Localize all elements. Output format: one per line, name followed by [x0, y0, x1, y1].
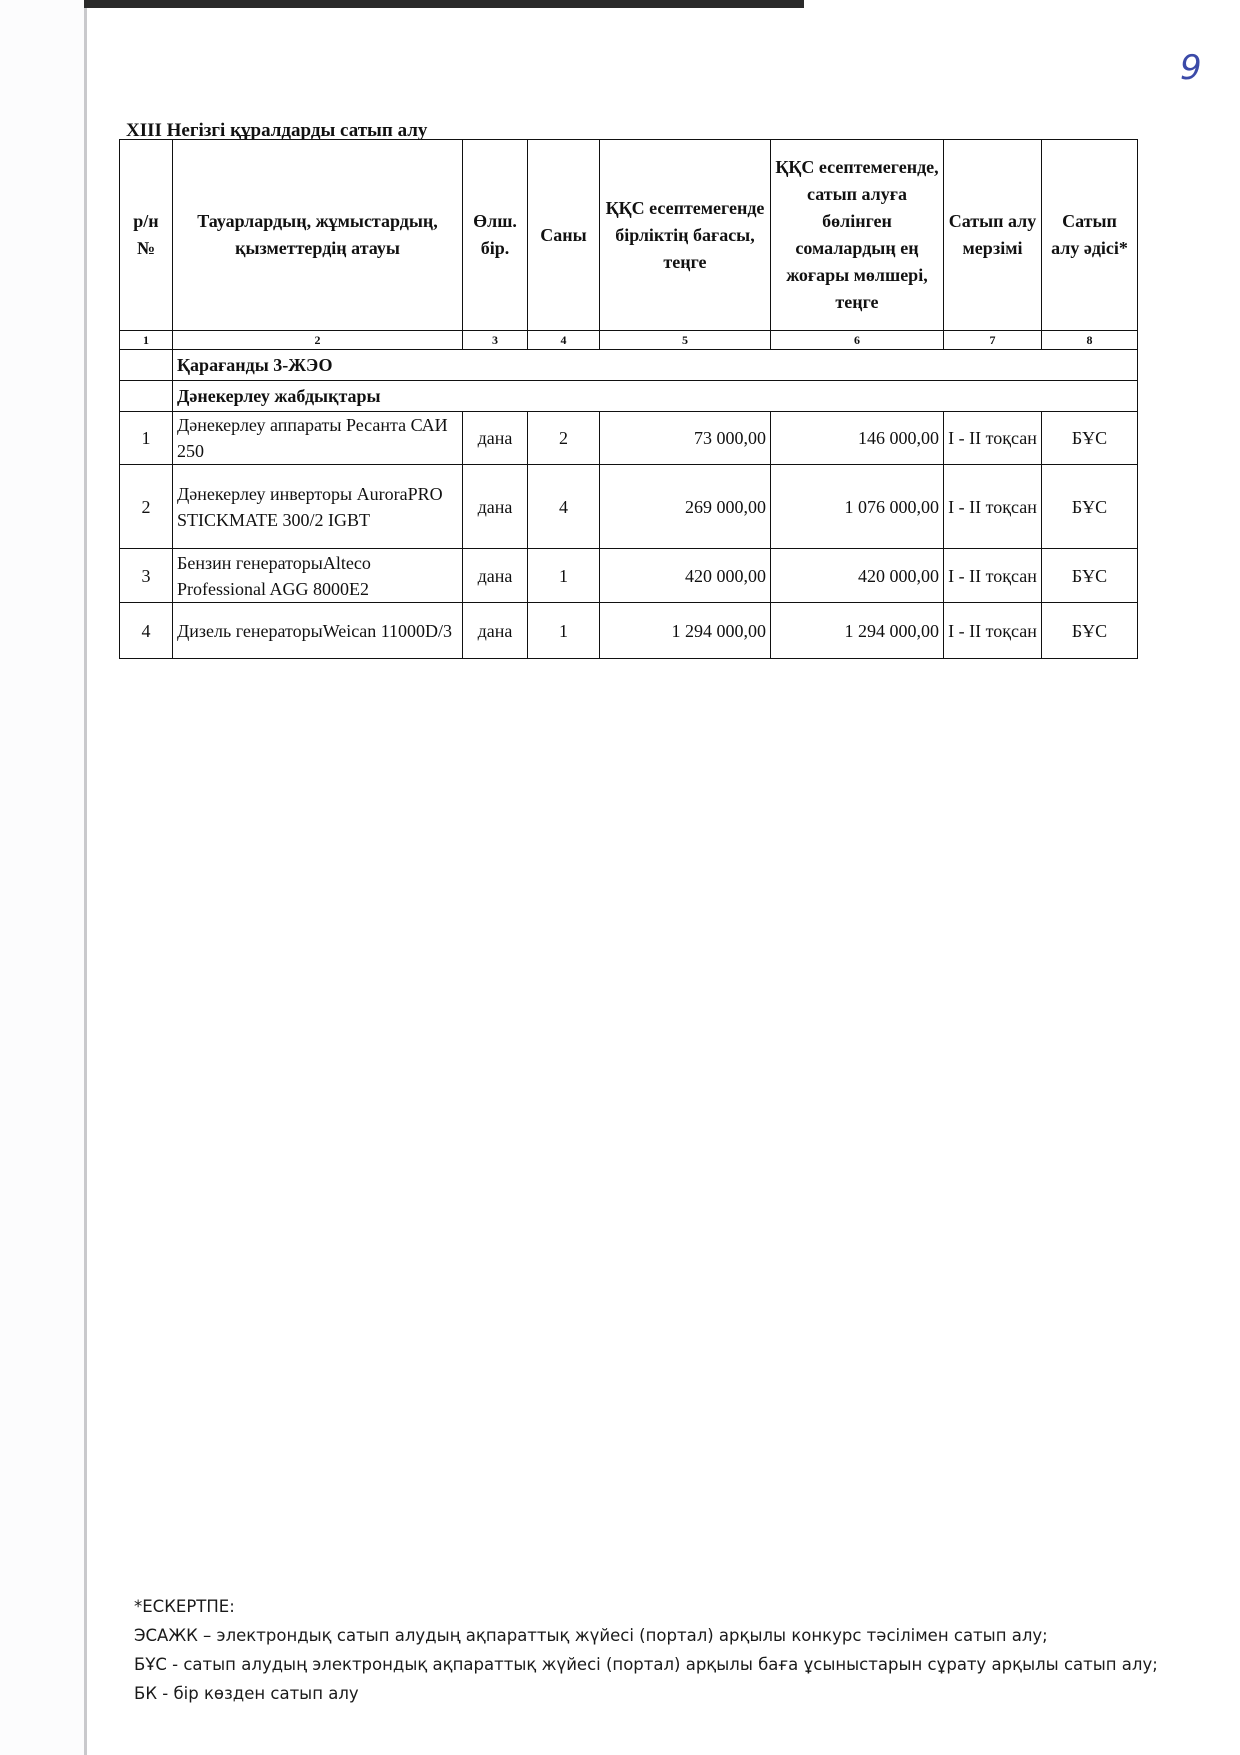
item-unit-price: 269 000,00 — [600, 465, 771, 549]
item-method: БҰС — [1042, 412, 1138, 465]
column-number: 3 — [463, 331, 528, 350]
table-row — [120, 549, 1138, 603]
header-cell: Сатып алу әдісі* — [1042, 140, 1138, 331]
scan-edge-line — [84, 0, 87, 1755]
item-period: I - II тоқсан — [944, 603, 1042, 659]
column-number: 6 — [771, 331, 944, 350]
procurement-table — [119, 139, 1138, 659]
header-cell: Саны — [528, 140, 600, 331]
row-number: 2 — [120, 465, 173, 549]
item-name: Дәнекерлеу аппараты Ресанта САИ 250 — [173, 412, 463, 465]
item-quantity: 2 — [528, 412, 600, 465]
group-empty-cell — [120, 350, 173, 381]
column-number: 2 — [173, 331, 463, 350]
item-total: 420 000,00 — [771, 549, 944, 603]
item-method: БҰС — [1042, 465, 1138, 549]
item-method: БҰС — [1042, 603, 1138, 659]
item-unit: дана — [463, 412, 528, 465]
column-number-row — [120, 331, 1138, 350]
handwritten-page-number: 9 — [1180, 48, 1202, 88]
header-cell: р/н № — [120, 140, 173, 331]
column-number: 7 — [944, 331, 1042, 350]
item-unit-price: 1 294 000,00 — [600, 603, 771, 659]
header-cell: Тауарлардың, жұмыстардың, қызметтердің атауы — [173, 140, 463, 331]
row-number: 4 — [120, 603, 173, 659]
footnote — [134, 1592, 1158, 1708]
header-row — [120, 140, 1138, 331]
header-cell: Өлш. бір. — [463, 140, 528, 331]
item-quantity: 1 — [528, 603, 600, 659]
item-period: I - II тоқсан — [944, 549, 1042, 603]
footnote-title: *ЕСКЕРТПЕ: — [134, 1597, 235, 1616]
footnote-line: БҰС - сатып алудың электрондық ақпараттық жүйесі (портал) арқылы баға ұсыныстарын сұрату арқылы сатып алу; — [134, 1655, 1158, 1674]
item-method: БҰС — [1042, 549, 1138, 603]
item-unit: дана — [463, 465, 528, 549]
header-cell: ҚҚС есептемегенде, сатып алуға бөлінген сомалардың ең жоғары мөлшері, теңге — [771, 140, 944, 331]
column-number: 4 — [528, 331, 600, 350]
item-quantity: 1 — [528, 549, 600, 603]
item-unit: дана — [463, 603, 528, 659]
subgroup-empty-cell — [120, 381, 173, 412]
item-unit-price: 420 000,00 — [600, 549, 771, 603]
column-number: 1 — [120, 331, 173, 350]
item-total: 1 076 000,00 — [771, 465, 944, 549]
column-number: 8 — [1042, 331, 1138, 350]
item-quantity: 4 — [528, 465, 600, 549]
table-row — [120, 412, 1138, 465]
item-name: Дизель генераторыWeican 11000D/3 — [173, 603, 463, 659]
item-period: I - II тоқсан — [944, 465, 1042, 549]
section-title: XIII Негізгі құралдарды сатып алу — [126, 120, 428, 141]
footnote-line: БК - бір көзден сатып алу — [134, 1684, 359, 1703]
row-number: 1 — [120, 412, 173, 465]
item-total: 146 000,00 — [771, 412, 944, 465]
group-title: Қарағанды 3-ЖЭО — [173, 350, 1138, 381]
table-row — [120, 603, 1138, 659]
column-number: 5 — [600, 331, 771, 350]
group-row — [120, 350, 1138, 381]
row-number: 3 — [120, 549, 173, 603]
footnote-line: ЭСАЖК – электрондық сатып алудың ақпараттық жүйесі (портал) арқылы конкурс тәсілімен сатып алу; — [134, 1626, 1048, 1645]
item-unit-price: 73 000,00 — [600, 412, 771, 465]
item-total: 1 294 000,00 — [771, 603, 944, 659]
scan-margin — [0, 0, 86, 1755]
table-row — [120, 465, 1138, 549]
header-cell: Сатып алу мерзімі — [944, 140, 1042, 331]
header-cell: ҚҚС есептемегенде бірліктің бағасы, теңге — [600, 140, 771, 331]
item-name: Дәнекерлеу инверторы AuroraPRO STICKMATE 300/2 IGBT — [173, 465, 463, 549]
item-name: Бензин генераторыAlteco Professional AGG 8000E2 — [173, 549, 463, 603]
subgroup-row — [120, 381, 1138, 412]
item-period: I - II тоқсан — [944, 412, 1042, 465]
subgroup-title: Дәнекерлеу жабдықтары — [173, 381, 1138, 412]
scan-top-edge — [84, 0, 804, 8]
item-unit: дана — [463, 549, 528, 603]
